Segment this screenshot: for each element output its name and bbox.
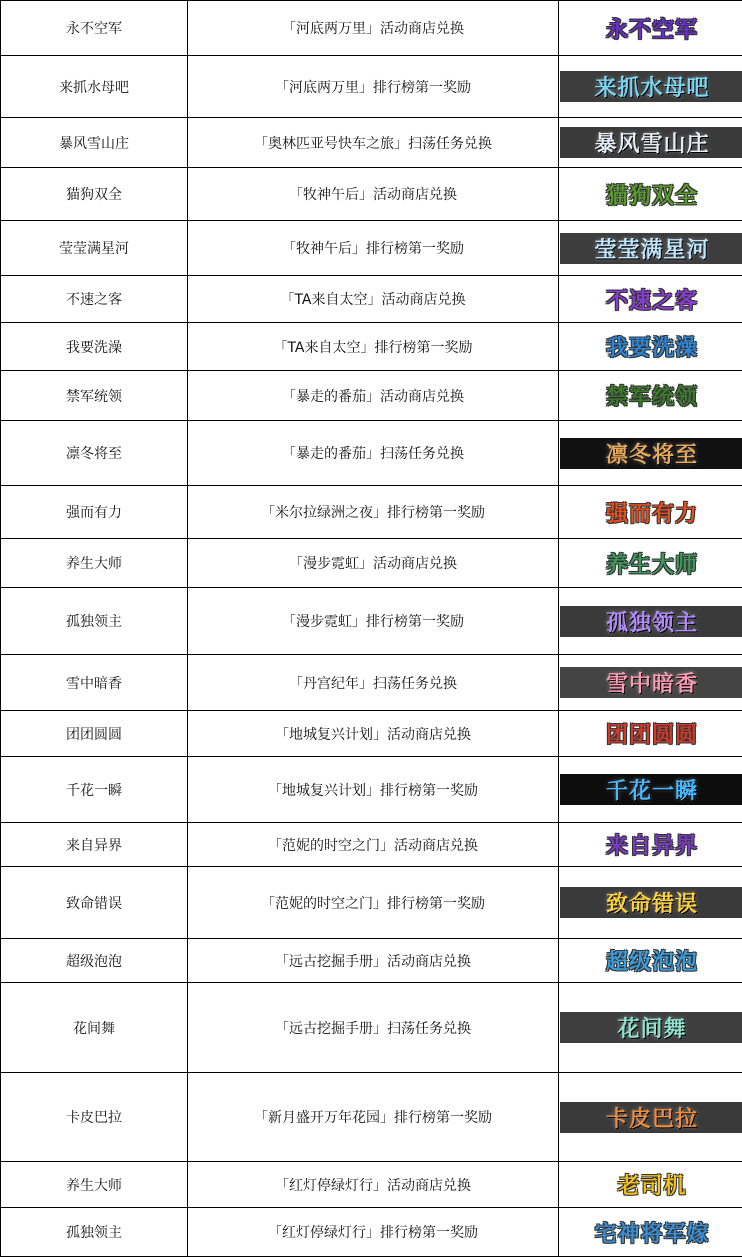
table-row xyxy=(1,1,742,56)
title-badge-text: 永不空军 xyxy=(606,13,698,44)
title-badge-image xyxy=(560,284,742,315)
title-name-cell: 致命错误 xyxy=(1,867,188,939)
acquisition-source-cell: 「范妮的时空之门」排行榜第一奖励 xyxy=(188,867,559,939)
title-name-cell: 养生大师 xyxy=(1,539,188,588)
table-row xyxy=(1,56,742,118)
title-badge-text: 千花一瞬 xyxy=(606,774,698,805)
title-badge-image xyxy=(560,233,742,264)
title-badge-image xyxy=(560,1012,742,1043)
title-badge-cell xyxy=(559,323,742,371)
title-name-cell: 强而有力 xyxy=(1,486,188,539)
title-badge-cell xyxy=(559,823,742,867)
title-name-cell: 团团圆圆 xyxy=(1,711,188,757)
acquisition-source-cell: 「漫步霓虹」排行榜第一奖励 xyxy=(188,588,559,655)
title-badge-image xyxy=(560,1169,742,1200)
title-badge-text: 孤独领主 xyxy=(606,606,698,637)
title-badge-cell xyxy=(559,1,742,56)
title-name-cell: 雪中暗香 xyxy=(1,655,188,711)
title-badge-image xyxy=(560,13,742,44)
table-row xyxy=(1,539,742,588)
table-row xyxy=(1,168,742,221)
title-badge-text: 莹莹满星河 xyxy=(594,233,709,264)
acquisition-source-cell: 「TA来自太空」活动商店兑换 xyxy=(188,276,559,323)
title-name-cell: 我要洗澡 xyxy=(1,323,188,371)
title-badge-text: 暴风雪山庄 xyxy=(594,127,709,158)
title-badge-image xyxy=(560,718,742,749)
title-badge-text: 我要洗澡 xyxy=(606,331,698,362)
title-badge-image xyxy=(560,71,742,102)
title-name-cell: 来自异界 xyxy=(1,823,188,867)
acquisition-source-cell: 「范妮的时空之门」活动商店兑换 xyxy=(188,823,559,867)
acquisition-source-cell: 「红灯停绿灯行」排行榜第一奖励 xyxy=(188,1208,559,1257)
table-row xyxy=(1,1073,742,1162)
table-row xyxy=(1,221,742,276)
title-badge-image xyxy=(560,497,742,528)
title-badge-image xyxy=(560,179,742,210)
acquisition-source-cell: 「丹宫纪年」扫荡任务兑换 xyxy=(188,655,559,711)
title-badge-cell xyxy=(559,588,742,655)
title-badge-image xyxy=(560,774,742,805)
title-badge-image xyxy=(560,127,742,158)
title-badge-cell xyxy=(559,867,742,939)
title-badge-cell xyxy=(559,983,742,1073)
title-badge-image xyxy=(560,945,742,976)
title-badge-cell xyxy=(559,168,742,221)
title-badge-text: 来自异界 xyxy=(606,829,698,860)
title-name-cell: 来抓水母吧 xyxy=(1,56,188,118)
acquisition-source-cell: 「暴走的番茄」活动商店兑换 xyxy=(188,371,559,421)
title-badge-cell xyxy=(559,655,742,711)
title-name-cell: 暴风雪山庄 xyxy=(1,118,188,168)
title-badge-image xyxy=(560,606,742,637)
title-badge-image xyxy=(560,667,742,698)
title-badge-cell xyxy=(559,421,742,486)
title-badge-text: 宅神将军嫁 xyxy=(594,1217,709,1248)
acquisition-source-cell: 「远古挖掘手册」活动商店兑换 xyxy=(188,939,559,983)
table-row xyxy=(1,276,742,323)
title-badge-text: 猫狗双全 xyxy=(606,179,698,210)
title-badge-text: 来抓水母吧 xyxy=(594,71,709,102)
title-badge-cell xyxy=(559,1162,742,1208)
title-badge-text: 雪中暗香 xyxy=(606,667,698,698)
title-badge-cell xyxy=(559,221,742,276)
title-badge-image xyxy=(560,1102,742,1133)
title-name-cell: 莹莹满星河 xyxy=(1,221,188,276)
title-badge-cell xyxy=(559,1208,742,1257)
title-badge-cell xyxy=(559,56,742,118)
title-badge-image xyxy=(560,438,742,469)
acquisition-source-cell: 「暴走的番茄」扫荡任务兑换 xyxy=(188,421,559,486)
acquisition-source-cell: 「河底两万里」活动商店兑换 xyxy=(188,1,559,56)
title-badge-text: 花间舞 xyxy=(617,1012,686,1043)
table-row xyxy=(1,323,742,371)
title-badge-cell xyxy=(559,757,742,823)
acquisition-source-cell: 「牧神午后」活动商店兑换 xyxy=(188,168,559,221)
title-badge-text: 禁军统领 xyxy=(606,380,698,411)
table-row xyxy=(1,757,742,823)
table-row xyxy=(1,371,742,421)
table-row xyxy=(1,823,742,867)
title-badge-text: 团团圆圆 xyxy=(606,718,698,749)
title-name-cell: 孤独领主 xyxy=(1,588,188,655)
acquisition-source-cell: 「河底两万里」排行榜第一奖励 xyxy=(188,56,559,118)
acquisition-source-cell: 「米尔拉绿洲之夜」排行榜第一奖励 xyxy=(188,486,559,539)
title-badge-cell xyxy=(559,539,742,588)
title-badge-image xyxy=(560,331,742,362)
title-badge-image xyxy=(560,548,742,579)
title-badge-image xyxy=(560,887,742,918)
acquisition-source-cell: 「漫步霓虹」活动商店兑换 xyxy=(188,539,559,588)
title-name-cell: 不速之客 xyxy=(1,276,188,323)
title-badge-text: 卡皮巴拉 xyxy=(606,1102,698,1133)
title-badge-text: 老司机 xyxy=(617,1169,686,1200)
title-badge-cell xyxy=(559,118,742,168)
table-row xyxy=(1,939,742,983)
title-badge-cell xyxy=(559,711,742,757)
title-badge-image xyxy=(560,829,742,860)
title-badge-cell xyxy=(559,1073,742,1162)
title-badge-text: 强而有力 xyxy=(606,497,698,528)
acquisition-source-cell: 「奥林匹亚号快车之旅」扫荡任务兑换 xyxy=(188,118,559,168)
title-name-cell: 千花一瞬 xyxy=(1,757,188,823)
title-badge-cell xyxy=(559,486,742,539)
title-name-cell: 孤独领主 xyxy=(1,1208,188,1257)
table-row xyxy=(1,118,742,168)
title-name-cell: 卡皮巴拉 xyxy=(1,1073,188,1162)
table-row xyxy=(1,711,742,757)
title-badge-text: 致命错误 xyxy=(606,887,698,918)
acquisition-source-cell: 「红灯停绿灯行」活动商店兑换 xyxy=(188,1162,559,1208)
acquisition-source-cell: 「远古挖掘手册」扫荡任务兑换 xyxy=(188,983,559,1073)
table-row xyxy=(1,867,742,939)
acquisition-source-cell: 「牧神午后」排行榜第一奖励 xyxy=(188,221,559,276)
table-row xyxy=(1,588,742,655)
table-row xyxy=(1,1162,742,1208)
table-row xyxy=(1,1208,742,1257)
acquisition-source-cell: 「地城复兴计划」排行榜第一奖励 xyxy=(188,757,559,823)
title-badge-text: 凛冬将至 xyxy=(606,438,698,469)
acquisition-source-cell: 「地城复兴计划」活动商店兑换 xyxy=(188,711,559,757)
title-badge-image xyxy=(560,1217,742,1248)
table-row xyxy=(1,983,742,1073)
title-name-cell: 永不空军 xyxy=(1,1,188,56)
acquisition-source-cell: 「TA来自太空」排行榜第一奖励 xyxy=(188,323,559,371)
table-row xyxy=(1,655,742,711)
title-name-cell: 禁军统领 xyxy=(1,371,188,421)
acquisition-source-cell: 「新月盛开万年花园」排行榜第一奖励 xyxy=(188,1073,559,1162)
title-name-cell: 养生大师 xyxy=(1,1162,188,1208)
title-badge-image xyxy=(560,380,742,411)
title-badge-cell xyxy=(559,276,742,323)
title-badge-text: 不速之客 xyxy=(606,284,698,315)
title-name-cell: 超级泡泡 xyxy=(1,939,188,983)
title-name-cell: 花间舞 xyxy=(1,983,188,1073)
title-badge-text: 养生大师 xyxy=(606,548,698,579)
table-row xyxy=(1,486,742,539)
title-name-cell: 凛冬将至 xyxy=(1,421,188,486)
title-name-cell: 猫狗双全 xyxy=(1,168,188,221)
title-badge-cell xyxy=(559,371,742,421)
table-row xyxy=(1,421,742,486)
title-badge-cell xyxy=(559,939,742,983)
title-badge-text: 超级泡泡 xyxy=(606,945,698,976)
